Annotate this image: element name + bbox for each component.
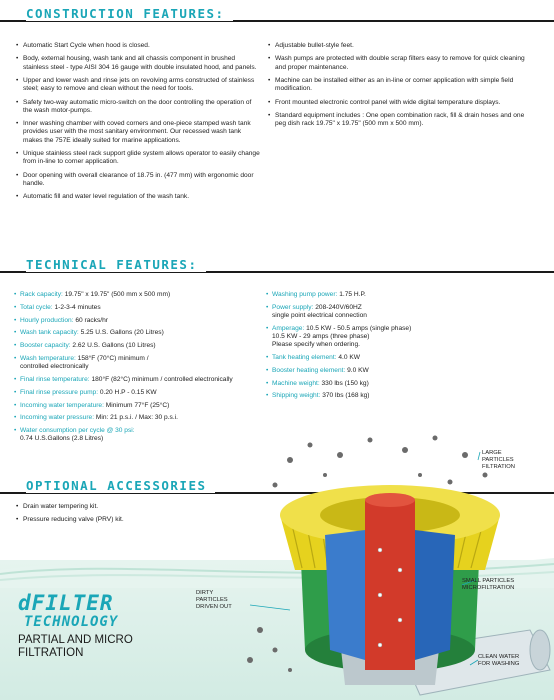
- logo-line-1: dFILTER: [18, 591, 114, 615]
- spec-item: [14, 355, 276, 371]
- spec-label: Booster heating element:: [272, 366, 346, 374]
- spec-item: [14, 329, 276, 337]
- spec-item: [266, 380, 528, 388]
- list-item: • Body, external housing, wash tank and all chassis component in brushed stainless steel - type AISI 304 16 gauge with double insulated hood, and panels.: [14, 55, 260, 71]
- callout-dirty-particles: [196, 590, 232, 611]
- callout-line: SMALL PARTICLES: [462, 578, 515, 584]
- spec-value: 180°F (82°C) minimum / controlled electronically: [89, 375, 233, 383]
- construction-title: CONSTRUCTION FEATURES:: [26, 6, 233, 21]
- spec-value: 370 lbs (168 kg): [320, 392, 370, 400]
- spec-item: [266, 325, 528, 350]
- spec-item: [14, 389, 276, 397]
- list-item: • Door opening with overall clearance of 18.75 in. (477 mm) with ergonomic door handle.: [14, 172, 260, 188]
- spec-value: 19.75" x 19.75" (500 mm x 500 mm): [62, 291, 171, 298]
- callout-clean-water: [478, 654, 519, 668]
- spec-value: 158°F (70°C) minimum /: [75, 354, 149, 362]
- spec-label: Rack capacity:: [20, 291, 63, 298]
- spec-value: 330 lbs (150 kg): [319, 379, 369, 387]
- spec-label: Tank heating element:: [272, 354, 337, 361]
- spec-item: [14, 376, 276, 384]
- callout-line: PARTICLES: [196, 597, 228, 603]
- spec-value: 9.0 KW: [345, 366, 369, 374]
- spec-subvalue: single point electrical connection: [272, 312, 367, 319]
- spec-label: Power supply:: [272, 303, 314, 311]
- spec-value: 2.62 U.S. Gallons (10 Litres): [70, 342, 156, 350]
- construction-header: [0, 6, 554, 24]
- spec-label: Machine weight:: [272, 379, 320, 387]
- callout-line: LARGE: [482, 450, 502, 456]
- list-item: • Front mounted electronic control panel with wide digital temperature displays.: [266, 99, 528, 107]
- spec-item: [14, 402, 276, 410]
- list-item: • Standard equipment includes : One open combination rack, fill & drain hoses and one peg dish rack 19.75" x 19.75" (500 mm x 500 mm).: [266, 112, 528, 128]
- optional-title: OPTIONAL ACCESSORIES: [26, 478, 215, 493]
- list-item: • Drain water tempering kit.: [14, 503, 254, 511]
- spec-value: 4.0 KW: [336, 354, 360, 361]
- list-item: • Automatic Start Cycle when hood is closed.: [14, 42, 260, 50]
- spec-subvalue: 0.74 U.S.Gallons (2.8 Litres): [20, 435, 104, 443]
- construction-list-left: [14, 42, 260, 207]
- list-item: • Adjustable bullet-style feet.: [266, 42, 528, 50]
- callout-line: DRIVEN OUT: [196, 604, 232, 610]
- technical-header: [0, 257, 554, 275]
- list-item: • Automatic fill and water level regulation of the wash tank.: [14, 193, 260, 201]
- spec-subvalue: Please specify when ordering.: [272, 341, 360, 349]
- spec-label: Incoming water temperature:: [20, 401, 104, 409]
- spec-value: 1.75 H.P.: [337, 291, 366, 298]
- spec-value: 0.20 H.P - 0.15 KW: [98, 388, 157, 396]
- callout-line: PARTICLES: [482, 457, 514, 463]
- spec-label: Final rinse pressure pump:: [20, 388, 99, 396]
- spec-item: [14, 342, 276, 350]
- callout-line: DIRTY: [196, 590, 214, 596]
- list-item: • Inner washing chamber with coved corners and one-piece stamped wash tank provides user with the most sanitary environment. Our recessed wash tank makes the 757E ideally suited for marine applications.: [14, 120, 260, 145]
- construction-list-right: [266, 42, 528, 134]
- logo-line-2: TECHNOLOGY: [24, 614, 119, 630]
- technical-list-right: [266, 291, 528, 405]
- spec-label: Incoming water pressure:: [20, 414, 95, 422]
- spec-item: [14, 291, 276, 299]
- technical-title: TECHNICAL FEATURES:: [26, 257, 206, 272]
- callout-line: CLEAN WATER: [478, 654, 520, 660]
- spec-value: 1-2-3-4 minutes: [52, 303, 101, 311]
- callout-line: FILTRATION: [482, 464, 515, 470]
- spec-label: Wash tank capacity:: [20, 329, 79, 337]
- spec-value: Min: 21 p.s.i. / Max: 30 p.s.i.: [94, 414, 178, 422]
- list-item: • Safety two-way automatic micro-switch on the door controlling the operation of the wash motor-pumps.: [14, 99, 260, 115]
- tagline-line-1: PARTIAL AND MICRO: [18, 634, 133, 646]
- spec-item: [266, 367, 528, 375]
- spec-subvalue: 10.5 KW - 29 amps (three phase): [272, 333, 370, 340]
- spec-value: 5.25 U.S. Gallons (20 Litres): [78, 329, 164, 337]
- spec-label: Booster capacity:: [20, 342, 71, 350]
- filtration-tagline: [18, 634, 133, 660]
- list-item: • Upper and lower wash and rinse jets on revolving arms constructed of stainless steel; easy to remove and clean without the need for tools.: [14, 77, 260, 93]
- list-item: • Wash pumps are protected with double scrap filters easy to remove for quick cleaning and proper maintenance.: [266, 55, 528, 71]
- callout-line: MICROFILTRATION: [462, 585, 515, 591]
- spec-item: [14, 317, 276, 325]
- list-item: • Pressure reducing valve (PRV) kit.: [14, 516, 254, 524]
- spec-label: Final rinse temperature:: [20, 375, 90, 383]
- spec-label: Shipping weight:: [272, 392, 321, 400]
- callout-line: FOR WASHING: [478, 661, 520, 667]
- spec-label: Washing pump power:: [272, 291, 338, 298]
- spec-item: [266, 392, 528, 400]
- callout-small-particles: [462, 578, 514, 592]
- tagline-line-2: FILTRATION: [18, 647, 84, 659]
- spec-item: [266, 354, 528, 362]
- spec-subvalue: controlled electronically: [20, 363, 89, 371]
- spec-value: 208-240V/60HZ: [313, 303, 362, 311]
- spec-item: [266, 291, 528, 299]
- spec-label: Water consumption per cycle @ 30 psi:: [20, 427, 135, 435]
- spec-item: [266, 304, 528, 320]
- spec-value: 10.5 KW - 50.5 amps (single phase): [304, 324, 412, 332]
- spec-item: [14, 304, 276, 312]
- spec-label: Wash temperature:: [20, 354, 76, 362]
- callout-large-particles: [482, 450, 515, 471]
- spec-label: Total cycle:: [20, 303, 53, 311]
- spec-label: Hourly production:: [20, 316, 74, 324]
- list-item: • Unique stainless steel rack support glide system allows operator to easily change from in-line to corner application.: [14, 150, 260, 166]
- optional-list: [14, 503, 254, 529]
- spec-label: Amperage:: [272, 324, 305, 332]
- spec-value: 60 racks/hr: [73, 316, 108, 324]
- spec-value: Minimum 77°F (25°C): [103, 401, 170, 409]
- dfilter-logo: [18, 592, 118, 630]
- list-item: • Machine can be installed either as an in-line or corner application with simple field modification.: [266, 77, 528, 93]
